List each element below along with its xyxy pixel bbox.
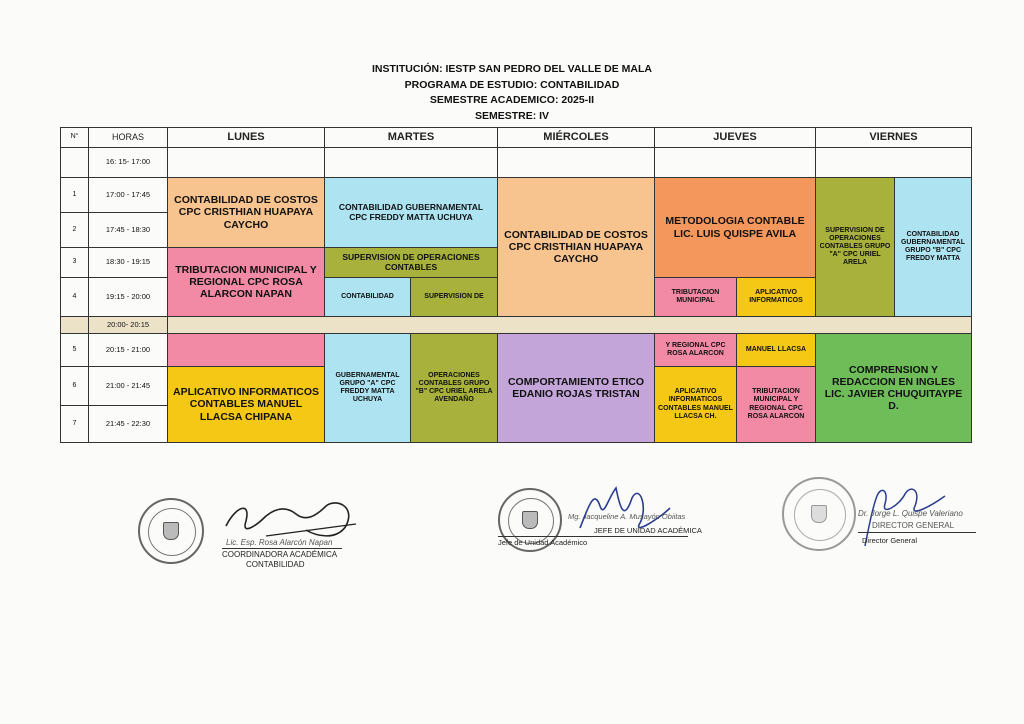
- class-block-viernes-supervision: SUPERVISION DE OPERACIONES CONTABLES GRUPO "A" CPC URIEL ARELA: [815, 177, 895, 317]
- class-block-jueves-metodologia: METODOLOGIA CONTABLE LIC. LUIS QUISPE AVILA: [654, 177, 816, 278]
- class-block-martes-contabilidad: CONTABILIDAD: [324, 277, 411, 317]
- class-block-martes-gubernamental: CONTABILIDAD GUBERNAMENTAL CPC FREDDY MATTA UCHUYA: [324, 177, 498, 248]
- row-number: 2: [60, 212, 89, 248]
- academic-head-title: JEFE DE UNIDAD ACADÉMICA: [594, 526, 702, 535]
- empty-slot: [167, 147, 325, 178]
- class-block-viernes-comprension: COMPRENSION Y REDACCION EN INGLES LIC. JAVIER CHUQUITAYPE D.: [815, 333, 972, 443]
- director-name: Dr. Jorge L. Quispe Valeriano: [858, 509, 963, 518]
- program-title: PROGRAMA DE ESTUDIO: CONTABILIDAD: [404, 78, 620, 91]
- col-header-n: N°: [60, 127, 89, 148]
- schedule-table: [60, 127, 972, 443]
- coordinator-signature: [206, 486, 366, 546]
- institution-stamp: [138, 498, 204, 564]
- row-number: 4: [60, 277, 89, 317]
- day-header-martes: MARTES: [324, 127, 498, 148]
- hour-slot-break: 20:00- 20:15: [88, 316, 168, 334]
- row-number: 3: [60, 247, 89, 278]
- academic-semester: SEMESTRE ACADEMICO: 2025-II: [429, 94, 595, 106]
- class-block-jueves-aplicativo: APLICATIVO INFORMATICOS: [736, 277, 816, 317]
- row-number: 5: [60, 333, 89, 367]
- day-header-lunes: LUNES: [167, 127, 325, 148]
- hour-slot: 18:30 - 19:15: [88, 247, 168, 278]
- institution-title: INSTITUCIÓN: IESTP SAN PEDRO DEL VALLE DE MALA: [371, 63, 653, 75]
- empty-slot: [654, 147, 816, 178]
- semester-number: SEMESTRE: IV: [474, 109, 550, 122]
- class-block-lunes-tributacion: TRIBUTACION MUNICIPAL Y REGIONAL CPC ROSA ALARCON NAPAN: [167, 247, 325, 317]
- class-block-lunes-costos: CONTABILIDAD DE COSTOS CPC CRISTHIAN HUAPAYA CAYCHO: [167, 177, 325, 248]
- class-block-martes-supervision-de: SUPERVISION DE: [410, 277, 498, 317]
- class-block-martes-gub-grupo-a: GUBERNAMENTAL GRUPO "A" CPC FREDDY MATTA UCHUYA: [324, 333, 411, 443]
- class-block-jueves-aplicativo-ch: APLICATIVO INFORMATICOS CONTABLES MANUEL LLACSA CH.: [654, 366, 737, 443]
- document-header: [0, 62, 1024, 124]
- break-row: [167, 316, 972, 334]
- row-number: 1: [60, 177, 89, 213]
- row-number: [60, 316, 89, 334]
- class-block-jueves-regional: Y REGIONAL CPC ROSA ALARCON: [654, 333, 737, 367]
- class-block-jueves-llacsa: MANUEL LLACSA: [736, 333, 816, 367]
- coordinator-title: COORDINADORA ACADÉMICA: [222, 550, 338, 559]
- signature-line: [858, 532, 976, 533]
- hour-slot: 19:15 - 20:00: [88, 277, 168, 317]
- empty-slot: [815, 147, 972, 178]
- coordinator-program: CONTABILIDAD: [246, 560, 305, 569]
- day-header-viernes: VIERNES: [815, 127, 972, 148]
- signature-line: [498, 536, 688, 537]
- hour-slot: 17:00 - 17:45: [88, 177, 168, 213]
- hour-slot: 17:45 - 18:30: [88, 212, 168, 248]
- hour-slot: 20:15 - 21:00: [88, 333, 168, 367]
- director-role: Director General: [862, 536, 918, 545]
- signature-line: [222, 548, 342, 549]
- class-block-jueves-tributacion: TRIBUTACION MUNICIPAL: [654, 277, 737, 317]
- col-header-horas: HORAS: [88, 127, 168, 148]
- row-number: [60, 147, 89, 178]
- empty-slot: [497, 147, 655, 178]
- class-block-lunes-aplicativo: APLICATIVO INFORMATICOS CONTABLES MANUEL LLACSA CHIPANA: [167, 366, 325, 443]
- day-header-jueves: JUEVES: [654, 127, 816, 148]
- academic-head-name: Mg. Jacqueline A. Musayón Obiitas: [568, 512, 686, 521]
- hour-slot: 21:00 - 21:45: [88, 366, 168, 406]
- class-block-jueves-tributacion2: TRIBUTACION MUNICIPAL Y REGIONAL CPC ROSA ALARCON: [736, 366, 816, 443]
- class-block-miercoles-comportamiento: COMPORTAMIENTO ETICO EDANIO ROJAS TRISTAN: [497, 333, 655, 443]
- director-stamp: [782, 477, 856, 551]
- row-number: 6: [60, 366, 89, 406]
- day-header-miercoles: MIÉRCOLES: [497, 127, 655, 148]
- academic-head-role: Jefe de Unidad Académico: [498, 538, 588, 547]
- row-number: 7: [60, 405, 89, 443]
- class-block-miercoles-costos: CONTABILIDAD DE COSTOS CPC CRISTHIAN HUAPAYA CAYCHO: [497, 177, 655, 317]
- hour-slot: 16: 15- 17:00: [88, 147, 168, 178]
- hour-slot: 21:45 - 22:30: [88, 405, 168, 443]
- class-block-martes-supervision: SUPERVISION DE OPERACIONES CONTABLES: [324, 247, 498, 278]
- class-block-viernes-gubernamental: CONTABILIDAD GUBERNAMENTAL GRUPO "B" CPC FREDDY MATTA: [894, 177, 972, 317]
- coordinator-name: Lic. Esp. Rosa Alarcón Napan: [226, 538, 333, 547]
- empty-slot: [324, 147, 498, 178]
- class-block-lunes-empty: [167, 333, 325, 367]
- class-block-martes-oper-grupo-b: OPERACIONES CONTABLES GRUPO "B" CPC URIEL ARELA AVENDAÑO: [410, 333, 498, 443]
- director-title: DIRECTOR GENERAL: [872, 521, 955, 530]
